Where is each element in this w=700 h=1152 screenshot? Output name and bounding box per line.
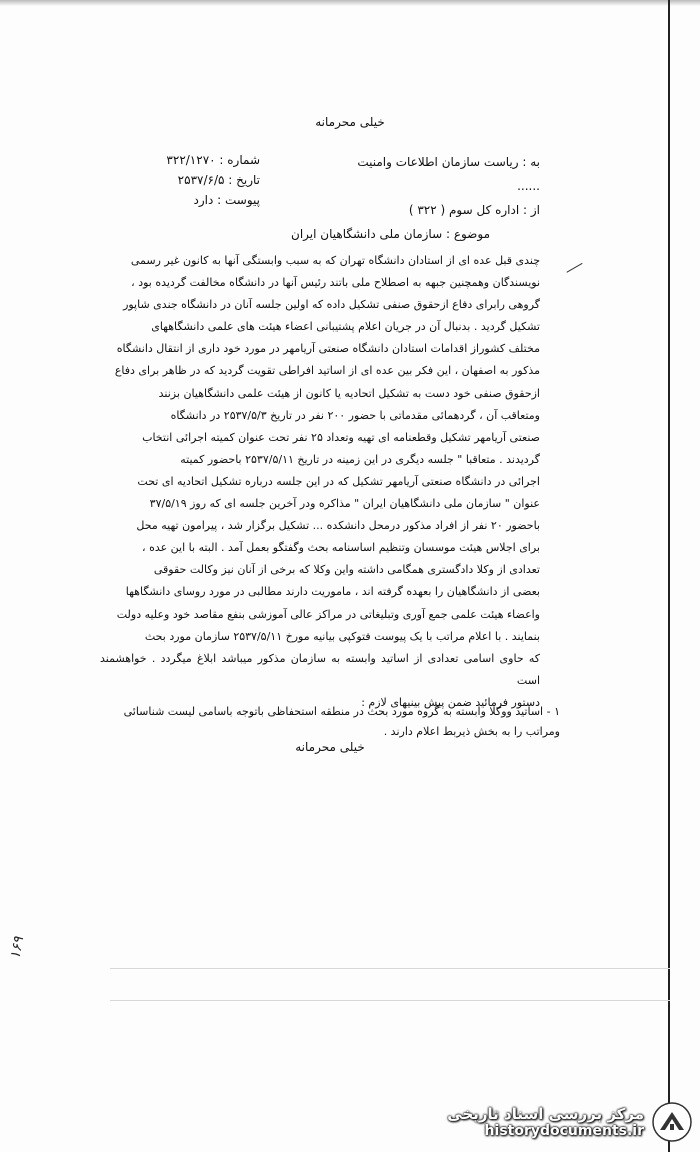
- body-line: برای اجلاس هیئت موسسان وتنظیم اساسنامه بحث وگفتگو بعمل آمد . البته با این عده ،: [142, 541, 540, 555]
- classification-top: خیلی محرمانه: [315, 115, 385, 129]
- body-line: ومتعاقب آن ، گردهمائی مقدماتی با حضور ۲۰۰ نفر در تاریخ ۲۵۳۷/۵/۳ در دانشگاه: [170, 408, 540, 422]
- margin-tick-mark: [561, 254, 582, 273]
- subject-line: موضوع : سازمان ملی دانشگاهیان ایران: [291, 227, 490, 241]
- list-item-line: ومراتب را به بخش ذیربط اعلام دارند .: [383, 725, 560, 738]
- body-line: دستور فرمائید ضمن پیش بینیهای لازم :: [361, 695, 540, 709]
- watermark-url: historydocuments.ir: [484, 1123, 644, 1139]
- body-line: چندی قبل عده ای از استادان دانشگاه تهران که به سبب وابستگی آنها به کانون غیر رسمی: [130, 254, 540, 267]
- document-meta: [120, 150, 260, 210]
- body-line: بعضی از دانشگاهیان را بعهده گرفته اند ، ماموریت دارند مطالبی در مورد روسای دانشگاهها: [125, 585, 540, 599]
- recipient: به : ریاست سازمان اطلاعات وامنیت ......: [357, 155, 540, 193]
- body-line: بنمایند . با اعلام مراتب با یک پیوست فتوکپی بیانیه مورخ ۲۵۳۷/۵/۱۱ سازمان مورد بحث: [144, 629, 540, 643]
- body-line: نویسندگان وهمچنین جبهه به اصطلاح ملی باتند رئیس آنها در دانشگاه مخالفت گردیده بود ،: [131, 276, 540, 290]
- document-number: شماره : ۳۲۲/۱۲۷۰: [166, 153, 260, 167]
- body-line: گروهی رابرای دفاع ازحقوق صنفی تشکیل داده که اولین جلسه آنان در دانشگاه جندی شاپور: [123, 298, 540, 312]
- addressing: [350, 150, 540, 222]
- body-line: اجرائی در دانشگاه صنعتی آریامهر تشکیل که در این جلسه درباره تشکیل اتحادیه ای تحت: [137, 474, 540, 488]
- body-line: تعدادی از وکلا دادگستری همگامی داشته واین وکلا که برخی از آنان نیز وکالت حقوقی: [153, 563, 540, 577]
- body-line: مذکور به اصفهان ، این فکر بین عده ای از اساتید افراطی تقویت گردید که در ظاهر برای دفاع: [114, 364, 540, 378]
- handwritten-page-number: ۱۶۹: [7, 935, 28, 961]
- body-line: باحضور ۲۰ نفر از افراد مذکور درمحل دانشکده ... تشکیل برگزار شد ، پیرامون تهیه محل: [136, 519, 540, 533]
- scan-right-edge: [668, 0, 670, 1152]
- body-line: مختلف کشوراز اقدامات استادان دانشگاه صنعتی آریامهر در مورد خود داری از انتقال دانشگاه: [116, 342, 540, 356]
- body-line: گردیدند . متعاقبا " جلسه دیگری در این زمینه در تاریخ ۲۵۳۷/۵/۱۱ باحضور کمیته: [180, 452, 540, 466]
- body-line: تشکیل گردید . بدنبال آن در جریان اعلام پشتیبانی اعضاء هیئت های علمی دانشگاههای: [151, 320, 540, 334]
- watermark: [447, 1102, 692, 1142]
- bleed-through-line: [110, 968, 670, 969]
- classification-bottom: خیلی محرمانه: [295, 740, 365, 754]
- list-item: [80, 702, 560, 742]
- watermark-name: مرکز بررسی اسناد تاریخی: [447, 1105, 644, 1123]
- document-attachment: پیوست : دارد: [193, 193, 260, 207]
- scan-top-edge: [0, 0, 700, 6]
- archive-logo-icon: [652, 1102, 692, 1142]
- bleed-through-line: [110, 1000, 670, 1001]
- body-line: که حاوی اسامی تعدادی از اساتید وابسته به سازمان مذکور میباشد ابلاغ میگردد . خواهشمند است: [100, 651, 540, 687]
- body-line: عنوان " سازمان ملی دانشگاهیان ایران " مذاکره ودر آخرین جلسه ای که روز ۳۷/۵/۱۹: [149, 497, 540, 511]
- list-item-line: ۱ - اساتید ووکلا وابسته به گروه مورد بحث در منطقه استحفاظی باتوجه باسامی لیست شناسائی: [123, 705, 560, 718]
- body-line: واعضاء هیئت علمی جمع آوری وتبلیغاتی در مراکز عالی آموزشی بنفع مقاصد خود وعلیه دولت: [116, 607, 540, 621]
- sender: از : اداره کل سوم ( ۳۲۲ ): [408, 203, 540, 217]
- body-text: [100, 250, 540, 714]
- document-date: تاریخ : ۲۵۳۷/۶/۵: [177, 173, 260, 187]
- body-line: ازحقوق صنفی خود دست به تشکیل اتحادیه یا کانون از هیئت علمی دانشگاهیان بزنند: [158, 386, 540, 400]
- body-line: صنعتی آریامهر تشکیل وقطعنامه ای تهیه وتعداد ۲۵ نفر تحت عنوان کمیته اجرائی انتخاب: [142, 430, 540, 444]
